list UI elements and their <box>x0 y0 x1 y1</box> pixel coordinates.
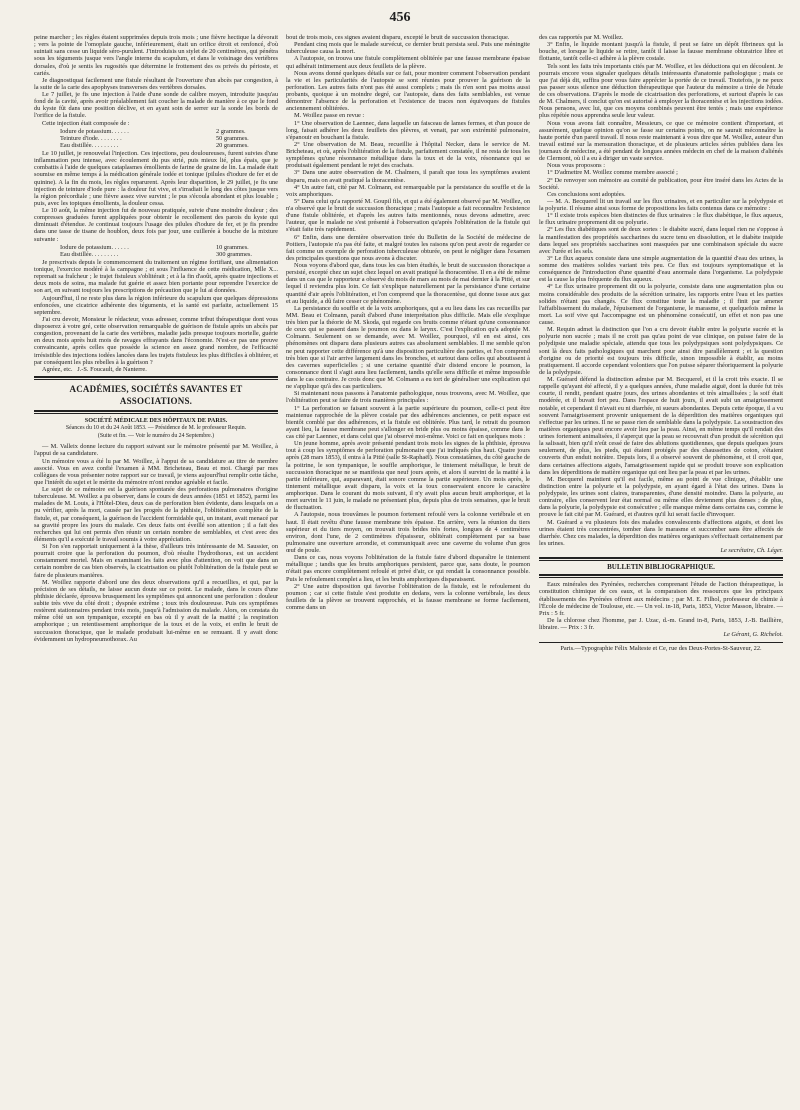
paragraph: M. Woillez passe en revue : <box>294 112 365 120</box>
recipe-item: Eau distillée. . . . . . . . . <box>60 250 119 258</box>
paragraph: 3° Dans une autre observation de M. Chalmers, il paraît que tous les symptômes avaient disparu, mais on avait pratiqué la thoracentèse. <box>286 169 530 184</box>
paragraph: Cette injection était composée de : <box>42 119 130 127</box>
prescription-1 <box>34 128 278 149</box>
signature-line <box>34 366 278 373</box>
gerant-signoff: Le Gérant, G. Richelot. <box>723 631 783 639</box>
recipe-item: Iodure de potassium. . . . . . <box>60 127 129 135</box>
recipe-dose: 20 grammes. <box>216 141 249 149</box>
paragraph: M. Woillez rapporte d'abord une des deux observations qu'il a recueillies, et qui, par la précision de ses détails, ne laisse aucun doute sur ce point. Le malade, dans le cours d'une phthisie déclarée, éprouva brusquement les symptômes qui annoncent une perforation : douleur subite très vive du côté droit ; dyspnée extrême ; toux très douloureuse. Puis ces symptômes restèrent stationnaires pendant trois mois, jusqu'à l'admission du malade. Alors, on constata du même côté un son tympanique, excepté en bas où il y avait de la matité ; la respiration amphorique ; un retentissement amphorique de la toux et de la voix, et enfin le bruit de succussion thoracique, que le malade produisait lui-même en se remuant. Il y avait donc évidemment un hydropneumothorax. Au <box>34 578 278 643</box>
paragraph: Dans ce cas, nous voyons l'oblitération de la fistule faire d'abord disparaître le tintement métallique ; tandis que les bruits amphoriques persistent, parce que, sans doute, le poumon n'était pas encore complètement refoulé et privé d'air, ce qui rendait la consonnance possible. Puis le refoulement complet a lieu, et les bruits amphoriques disparaissent. <box>286 554 530 583</box>
paragraph: Le 10 juillet, je renouvelai l'injection. Ces injections, peu douloureuses, furent suivies d'une inflammation peu intense, avec écoulement du pus strié, puis mieux lié, plus épais, que je combattis à l'aide de quelques cataplasmes émollients de farine de graine de lin. La malade était soumise en même temps à la médication générale iodée et tonique (pilules d'iodure de fer et de quinine). A la fin du mois, les règles reparurent. Après leur disparition, le 29 juillet, je fis une injection de teinture d'iode pure : la douleur fut vive, et s'irradiait le long des côtes jusque vers la région précordiale ; une fièvre assez vive survint ; le pus s'écoula abondant et plus louable ; puis, avec les topiques émollients, la douleur cessa. <box>34 150 278 207</box>
column-right <box>539 34 783 1084</box>
paragraph: 1° D'admettre M. Woillez comme membre associé ; <box>547 169 678 177</box>
column-middle <box>286 34 530 1084</box>
paragraph: A l'autopsie, nous trouvâmes le poumon fortement refoulé vers la colonne vertébrale et en haut. Il était revêtu d'une fausse membrane très épaisse. En arrière, vers la réunion du tiers supérieur et du tiers moyen, on trouvait trois brides très fortes, longues de 4 centimètres environ, dont l'une, de 2 centimètres d'épaisseur, oblitérait complètement par sa base pulmonaire une ouverture arrondie, et communiquait avec une caverne du volume d'un gros œuf de poule. <box>286 511 530 554</box>
paragraph: Si maintenant nous passons à l'anatomie pathologique, nous trouvons, avec M. Woillez, que l'oblitération peut se faire de trois manières principales : <box>286 390 530 405</box>
paragraph: A l'autopsie, on trouva une fistule complètement oblitérée par une fausse membrane épaisse qui adhérait intimement aux deux feuillets de la plèvre. <box>286 55 530 70</box>
paragraph: 2° De renvoyer son mémoire au comité de publication, pour être inséré dans les Actes de la Société. <box>539 176 783 191</box>
section-rule-bottom <box>34 410 278 414</box>
printer-imprint: Paris.—Typographie Félix Malteste et Ce, rue des Deux-Portes-St-Sauveur, 22. <box>539 642 783 652</box>
paragraph: 1° Une observation de Laennec, dans laquelle un faisceau de lames fermes, et d'un pouce de long, faisait adhérer les deux feuillets des plèvres, et venait, par son extrémité pulmonaire, s'épanouir en bouchant la fistule. <box>286 119 530 141</box>
closing: Agréez, etc. <box>42 365 73 373</box>
paragraph: Ces conclusions sont adoptées. <box>547 190 626 198</box>
signature: J.-S. Foucault, de Nanterre. <box>77 365 147 373</box>
paragraph: Nous vous proposons : <box>547 162 605 170</box>
paragraph: Je prescrivais depuis le commencement du traitement un régime fortifiant, une alimentation tonique, l'exercice modéré à la campagne ; et sous l'influence de cette médication, Mlle X... reprenait sa fraîcheur ; le trajet fistuleux s'oblitérait ; et à la fin d'août, après quatre injections et deux mois de soins, ma malade fut guérie et assez bien portante pour reprendre l'exercice de son art, en suivant toujours les prescriptions de précaution que je lui ai données. <box>34 258 278 295</box>
bibliography-title: BULLETIN BIBLIOGRAPHIQUE. <box>607 563 715 572</box>
paragraph: M. Guérard défend la distinction admise par M. Becquerel, et il la croit très exacte. Il se rappelle qu'ayant été affecté, il y a quelques années, d'une maladie aiguë, dont la durée fut très courte, il rendit, pendant quatre jours, des urines abondantes et très aimallisées ; la soif était modérée, et il buvait fort peu. Dans l'espace de huit jours, il avait subi un amaigrissement notable, et cependant il n'avait eu ni diarrhée, ni sueurs abondantes. Depuis cette époque, il a vu souvent l'amaigrissement provenir uniquement de la déperdition des matières organiques qui s'effectue par les urines. Il ne se passe rien de semblable dans la polydypsie. La soustraction des matières organiques peut encore avoir lieu par la peau. Ainsi, en même temps qu'il rendait des urines fortement animalisées, il s'aperçut que la peau se recouvrait d'un produit de sécrétion qui la salissait, bien qu'il n'eût cessé de faire des ablutions quotidiennes, que depuis quelques jours seulement, de plus, les pieds, qui étaient protégés par des chaussettes de coton, s'étaient couverts d'un enduit noirâtre. Depuis lors, il a observé souvent de phénomène, et il croit que, dans certaines affections aiguës, l'amaigrissement rapide qui se produit trouve son explication dans les déperditions de matière organique qui ont lieu par la peau et par les urines. <box>539 376 783 476</box>
recipe-item: Teinture d'iode. . . . . . . . <box>60 134 122 142</box>
recipe-dose: 10 grammes. <box>216 243 249 251</box>
society-heading: SOCIÉTÉ MÉDICALE DES HÔPITAUX DE PARIS. <box>84 416 228 424</box>
paragraph: 3° Le flux aqueux consiste dans une simple augmentation de la quantité d'eau des urines, la somme des matières solides variant très peu. Ce flux est toujours symptomatique et la conséquence de l'introduction d'une quantité d'eau anormale dans l'organisme. La polydypsie est la cause la plus fréquente du flux aqueux. <box>539 254 783 284</box>
paragraph: Le sujet de ce mémoire est la guérison spontanée des perforations pulmonaires d'origine tuberculeuse. M. Woillez a pu observer, dans le cours de deux années (1851 et 1852), parmi les malades de M. Louis, à l'Hôtel-Dieu, deux cas de perforation bien évidente, dans lesquels on a pu vérifier, après la mort, causée par les progrès de la phthisie, l'oblitération complète de la fistule, et, par conséquent, la guérison de l'accident formidable qui, un instant, avait menacé par sa gravité propre les jours du malade. Ces deux faits ont éveillé son attention ; il a fait des recherches qui lui ont permis d'en réunir un certain nombre de semblables, et c'est avec des éléments qu'il a exécuté le travail soumis à votre appréciation. <box>34 486 278 543</box>
recipe-item: Iodure de potassium. . . . . . <box>60 243 129 251</box>
bibliography-entry: De la chlorose chez l'homme, par J. Uzac, d.-m. Grand in-8, Paris, 1853, J.-B. Baillière, libraire. — Prix : 3 fr. <box>539 616 783 631</box>
paragraph: — M. Valleix donne lecture du rapport suivant sur le mémoire présenté par M. Woillez, à l'appui de sa candidature. <box>34 443 278 458</box>
recipe-dose: 2 grammes. <box>216 127 246 135</box>
paragraph: 2° Une observation de M. Beau, recueillie à l'hôpital Necker, dans le service de M. Bricheteau, et où, après l'oblitération de la fistule, parfaitement constatée, il ne resta de tous les symptômes qu'une résonnance métallique dans la toux et de la voix, résonnance qui se produisait également pendant le rejet des crachats. <box>286 140 530 170</box>
paragraph: Un mémoire vous a été lu par M. Woillez, à l'appui de sa candidature au titre de membre associé. Vous en avez confié l'examen à MM. Bricheteau, Beau et moi. Chargé par mes collègues de vous présenter notre rapport sur ce travail, je viens aujourd'hui remplir cette tâche, que l'intérêt du sujet et le mérite du mémoire m'ont rendue agréable et facile. <box>34 457 278 486</box>
paragraph: Si l'on s'en rapportait uniquement à la thèse, d'ailleurs très intéressante de M. Saussier, on pourrait croire que la perforation du poumon, d'où résulte l'hydrothorax, est un accident constamment mortel. Mais en examinant les faits avec plus d'attention, on voit que dans un certain nombre de cas bien observés, la cicatrisation ou plutôt l'oblitération de la fistule peut se faire de plusieurs manières. <box>34 543 278 579</box>
paragraph: M. Requin admet la distinction que l'on a cru devoir établir entre la polyurie sucrée et la polyurie non sucrée ; mais il ne croit pas qu'au point de vue clinique, on puisse faire de la polydipsie une maladie spéciale, attendu que tous les polydypsiques sont polydypsiques. Ce sont là deux faits pathologiques qui marchent pour ainsi dire parallèlement ; et la question d'origine ou de priorité est toujours très difficile, sinon impossible à établir, au moins pratiquement. Il accorde cependant volontiers que l'on puisse séparer théoriquement la polyurie de la polydypsie. <box>539 326 783 376</box>
recipe-dose: 50 grammes. <box>216 134 249 142</box>
meeting-dates: Séances du 10 et du 24 Août 1853. — Présidence de M. le professeur Requin. <box>65 425 247 431</box>
paragraph: Un jeune homme, après avoir présenté pendant trois mois les signes de la phthisie, éprouva tout à coup les symptômes de perforation pulmonaire que j'ai indiqués plus haut. Quatre jours après (28 mars 1853), il entra à la Pitié (salle St-Raphaël). Nous constatâmes, du côté gauche de la poitrine, le son tympanique, le souffle amphorique, le tintement métallique, le bruit de succussion thoracique ne se manifesta que neuf jours après, et alors il survint de la matité à la partie inférieure, qui, auparavant, était sonore comme la partie supérieure. Un mois après, le tintement métallique avait disparu, la voix et la toux conservaient encore le caractère amphorique. Dans le courant du mois suivant, il n'y avait plus aucun bruit amphorique, et la mort survint le 11 juin, le malade ne présentant plus, depuis plus de trois semaines, que le bruit de fluctuation. <box>286 440 530 512</box>
section-rule-top <box>539 557 783 561</box>
paragraph: 6° Enfin, dans une dernière observation tirée du Bulletin de la Société de médecine de Poitiers, l'autopsie n'a pas été faite, et malgré toutes les raisons qu'on peut avoir de regarder ce fait comme un exemple de perforation tuberculeuse obturée, on peut le négliger dans l'examen des principales questions que nous avons à discuter. <box>286 233 530 262</box>
paragraph: Je diagnostiquai facilement une fistule résultant de l'ouverture d'un abcès par congestion, à la suite de la carie des apophyses transverses des vertèbres dorsales. <box>34 76 278 91</box>
paragraph: 2° Une autre disposition qui favorise l'oblitération de la fistule, est le refoulement du poumon ; car si cette fistule s'est produite en dedans, vers la colonne vertébrale, les deux feuillets de la plèvre se trouvent rapprochés, et la fausse membrane se forme facilement, comme dans un <box>286 582 530 611</box>
paragraph: 4° Un autre fait, cité par M. Colmann, est remarquable par la persistance du souffle et de la voix amphoriques. <box>286 183 530 198</box>
paragraph: 5° Dans celui qu'a rapporté M. Goupil fils, et qui a été également observé par M. Woillez, on n'a observé que le bruit de succussion thoracique ; mais l'autopsie a fait reconnaître l'existence d'une fistule oblitérée, et d'après les autres faits mentionnés, nous devons admettre, avec l'auteur, que le malade ne s'est présenté à l'observation qu'après l'oblitération de la fistule qui s'était faite très rapidement. <box>286 197 530 234</box>
paragraph: Nous voyons d'abord que, dans tous les cas bien étudiés, le bruit de succussion thoracique a persisté, excepté chez un sujet chez lequel on avait pratiqué la thoracentèse. Il en a été de même dans un cas que le rapporteur a observé du mois de mars au mois de mai dernier à la Pitié, et sur lequel il reviendra plus loin. Ce fait s'explique naturellement par la persistance d'une certaine quantité d'air après l'oblitération, et l'on comprend que la thoracentèse, qui donne issue aux gaz et au liquide, a dû faire cesser ce phénomène. <box>286 262 530 305</box>
paragraph: La persistance du souffle et de la voix amphoriques, qui a eu lieu dans les cas recueillis par MM. Beau et Colmann, paraît d'abord d'une interprétation plus difficile. Mais elle s'explique très bien par la théorie de M. Skoda, qui regarde ces bruits comme n'étant qu'une consonnance de ceux qui se passent dans le poumon ou dans le larynx. C'est l'explication qu'a adoptée M. Colmann. Seulement on se demande, avec M. Woillez, pourquoi, s'il en est ainsi, ces phénomènes ont disparu dans plusieurs autres cas absolument semblables. Il me semble qu'on ne peut rapporter cette différence qu'à une disposition particulière des parties, et l'on comprend très bien que si l'air arrive largement dans les bronches, et surtout dans celles qui aboutissent à des cavernes superficielles ; si une certaine quantité d'air distend encore le poumon, la consonnance dont il s'agit aura lieu facilement, tandis qu'elle sera difficile et même impossible dans le cas contraire. Je crois donc que M. Colmann a eu tort de généraliser une explication qui ne s'applique qu'à des cas particuliers. <box>286 304 530 391</box>
paragraph: Tels sont les faits très importants cités par M. Woillez, et les déductions qui en découlent. Je pourrais encore vous signaler quelques détails intéressants d'anatomie pathologique ; mais ce que j'ai déjà dit, suffira pour vous faire apprécier la portée de ce travail. Toutefois, je ne peux pas passer sous silence une déduction thérapeutique que l'auteur du mémoire a tirée de l'étude de ces observations. D'après le mode de cicatrisation des perforations, et surtout d'après le cas de M. Chalmers, il conclut qu'on est autorisé à employer la thoracentèse et les injections iodées. Nous pensons, avec lui, que ces moyens combinés peuvent être tentés ; mais une expérience plus répétée nous apprendra seule leur valeur. <box>539 62 783 120</box>
section-rule-top <box>34 376 278 380</box>
section-rule-bottom <box>539 574 783 578</box>
paragraph: 1° Il existe trois espèces bien distinctes de flux urinaires : le flux diabétique, le flux aqueux, le flux urinaire proprement dit ou polyurie. <box>539 212 783 227</box>
paragraph: Pendant cinq mois que le malade survécut, ce dernier bruit persista seul. Puis une méningite tuberculeuse causa la mort. <box>286 41 530 56</box>
page-number: 456 <box>389 10 411 25</box>
paragraph: des cas rapportés par M. Woillez. <box>539 34 624 41</box>
recipe-item: Eau distillée. . . . . . . . . <box>60 141 119 149</box>
paragraph: 4° Le flux urinaire proprement dit ou la polyurie, consiste dans une augmentation plus ou moins considérable des produits de la sécrétion urinaire, les rapports entre l'eau et les parties solides n'étant pas changés. Ce flux constitue toute la maladie ; il finit par amener l'affaiblissement du malade, l'épuisement de l'organisme, le marasme, et quelquefois même la mort. La soif vive qui l'accompagne est un phénomène consécutif, un effet et non pas une cause. <box>539 283 783 326</box>
paragraph: Le 10 août, la même injection fut de nouveau pratiquée, suivie d'une moindre douleur ; des compresses graduées furent appliquées pour obtenir le recollement des parois du kyste qui diminuait d'étendue. Je continuai toujours l'usage des pilules d'iodure de fer, et je fis prendre dans une tasse de tisane de houblon, deux fois par jour, une cuillerée à bouche de la mixture suivante : <box>34 207 278 243</box>
paragraph: 1° La perforation se faisant souvent à la partie supérieure du poumon, celle-ci peut être maintenue rapprochée de la plèvre costale par des adhérences anciennes, ce petit espace est bientôt comblé par des adhérences, et la fistule est oblitérée. Plus tard, le retrait du poumon ayant lieu, la fausse membrane peut s'allonger en bride plus ou moins épaisse, comme dans le cas cité par Laennec, et dans celui que j'ai observé moi-même. Voici ce fait en quelques mots : <box>286 404 530 440</box>
continuation-note: (Suite et fin. — Voir le numéro du 24 Septembre.) <box>97 433 215 440</box>
secretary-signoff: Le secrétaire, Ch. Léger. <box>720 547 783 554</box>
section-title: ACADÉMIES, SOCIÉTÉS SAVANTES ET ASSOCIATIONS. <box>69 383 243 406</box>
paragraph: 2° Les flux diabétiques sont de deux sortes : le diabète sucré, dans lequel rien ne s'oppose à la manifestation des propriétés saccharines du sucre tenu en dissolution, et le diabète insipide dans lequel ses propriétés saccharines sont masquées par une combinaison spéciale du sucre avec l'urée et les sels. <box>539 226 783 255</box>
paragraph: 3° Enfin, le liquide montant jusqu'à la fistule, il peut se faire un dépôt fibrineux qui la bouche, et lorsque le liquide se retire, tantôt il laisse la fausse membrane obturatrice libre et flottante, tantôt celle-ci adhère à la plèvre costale. <box>539 41 783 63</box>
paragraph: peine marcher ; les règles étaient supprimées depuis trois mois ; une fièvre hectique la dévorait ; vers la pointe de l'omoplate gauche, inférieurement, était un orifice étroit et renfoncé, d'où suintait sans cesse un liquide séro-purulent. J'introduisis un stylet de 20 centimètres, qui pénétra sous les téguments jusque vers l'angle interne du scapulum, et dans le voisinage des vertèbres dorsales, d'où je sentis les rugosités que détermine le frottement des os privés du périoste, et cariés. <box>34 34 278 77</box>
column-left <box>34 34 278 1084</box>
paragraph: — M. A. Becquerel lit un travail sur les flux urinaires, et en particulier sur la polydypsie et la polyurie. Il résume ainsi sous forme de propositions les faits contenus dans ce mémoire : <box>539 197 783 212</box>
paragraph: M. Guérard a vu plusieurs fois des malades convalescents d'affections aiguës, et dont les urines étaient très concentrées, tomber dans le marasme et succomber sans être affectés de diarrhée. Chez ces malades, la déperdition des matières organiques s'effectuait certainement par les urines. <box>539 518 783 547</box>
bibliography-entry: Eaux minérales des Pyrénées, recherches comprenant l'étude de l'action thérapeutique, la constitution chimique de ces eaux, et la comparaison des ressources que les principaux établissements des Pyrénées offrent aux médecins ; par M. E. Filhol, professeur de chimie à l'École de médecine de Toulouse, etc. — Un vol. in-18, Paris, 1853, Victor Masson, libraire. — Prix : 5 fr. <box>539 581 783 617</box>
paragraph: J'ai cru devoir, Monsieur le rédacteur, vous adresser, comme tribut thérapeutique dont vous disposerez à votre gré, cette observation remarquable de guérison de fistule après un abcès par congestion, provenant de la carie des vertèbres, maladie jadis presque toujours mortelle, guérie en deux mois après huit mois de ravages effrayants dans l'économie. N'est-ce pas une preuve convaincante, après celles que possède la science en assez grand nombre, de l'efficacité irrésistible des injections iodées lancées dans les trajets fistuleux les plus difficiles à oblitérer, et par conséquent les plus rebelles à la guérison ? <box>34 315 278 366</box>
paragraph: Nous avons donné quelques détails sur ce fait, pour montrer comment l'observation pendant la vie et les particularités de l'autopsie se sont réunies pour prouver la guérison de la perforation. Les autres faits n'ont pas été aussi complets ; mais ils n'en sont pas moins aussi probants, quoique à un moindre degré, car l'autopsie, dans des faits semblables, est venue démontrer l'absence de la perforation et l'existence de traces non équivoques de fistules anciennement oblitérées. <box>286 69 530 113</box>
paragraph: bout de trois mois, ces signes avaient disparu, excepté le bruit de succussion thoracique. <box>286 34 510 41</box>
recipe-dose: 300 grammes. <box>216 250 252 258</box>
prescription-2 <box>34 244 278 258</box>
paragraph: Nous vous avons fait connaître, Messieurs, ce que ce mémoire contient d'important, et assurément, quelque opinion qu'on se fasse sur certains points, on ne saurait méconnaître la haute portée d'un pareil travail. Il nous reste maintenant à vous dire que M. Woillez, auteur d'un travail estimé sur la mensuration thoracique, et de plusieurs articles séries publiées dans les journaux de médecine, a été pendant de longues années médecin en chef de la maison d'aliénés de Clermont, où il a eu à diriger un vaste service. <box>539 119 783 163</box>
paragraph: M. Becquerel maintient qu'il est facile, même au point de vue clinique, d'établir une distinction entre la polyurie et la polydypsie, en ayant égard à l'état des urines. Dans la polydypsie, les urines sont claires, transparentes, d'une densité moindre. Dans la polyurie, au contraire, elles conservent leur état normal ou même elles deviennent plus denses ; de plus, dans la polyurie, la polydypsie est consécutive ; elle manque même dans certains cas, comme le prouve le fait cité par M. Guérard, et d'autres qu'il lui serait facile d'invoquer. <box>539 475 783 519</box>
paragraph: Le 7 juillet, je fis une injection à l'aide d'une sonde de calibre moyen, introduite jusqu'au fond de la cavité, après avoir préalablement fait coucher la malade de manière à ce que le fond du kyste fût dans une position déclive, et en ayant soin de serrer sur la sonde les bords de l'orifice de la fistule. <box>34 91 278 120</box>
paragraph: Aujourd'hui, il ne reste plus dans la région inférieure du scapulum que quelques dépressions enfoncées, une cicatrice adhérente des téguments, et la santé est parfaite, actuellement 15 septembre. <box>34 294 278 316</box>
